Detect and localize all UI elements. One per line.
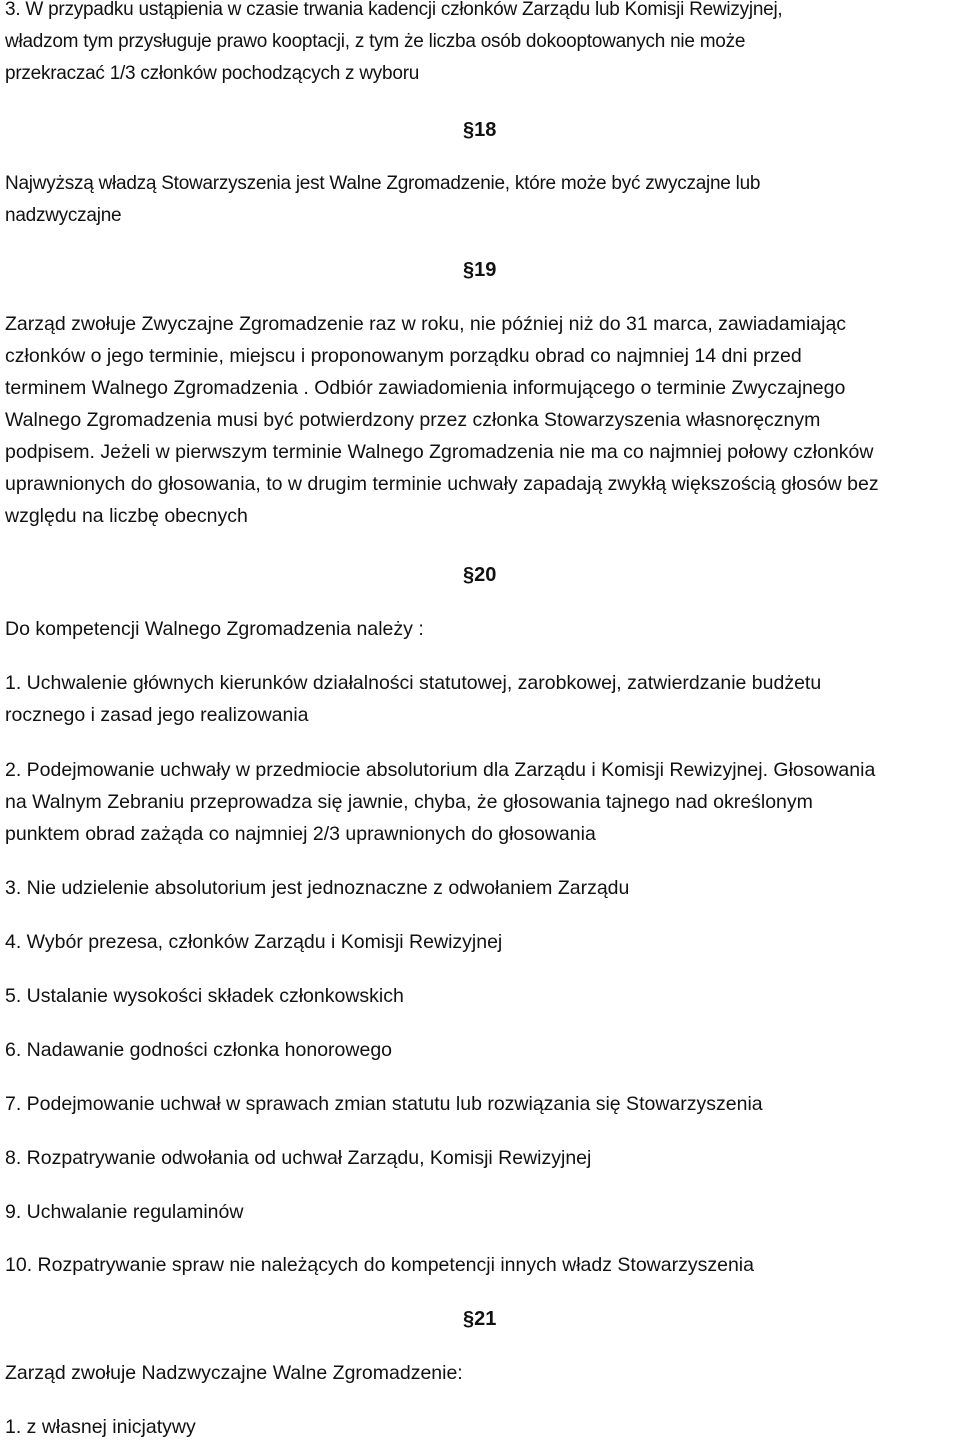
text-line: rocznego i zasad jego realizowania (5, 704, 309, 726)
text-line: na Walnym Zebraniu przeprowadza się jawnie, chyba, że głosowania tajnego nad określonym (5, 791, 813, 813)
list-item-9: 9. Uchwalanie regulaminów (5, 1201, 244, 1223)
section-19-heading: §19 (463, 259, 497, 281)
section-18-text (5, 168, 960, 232)
list-item-10: 10. Rozpatrywanie spraw nie należących do kompetencji innych władz Stowarzyszenia (5, 1254, 754, 1276)
text-line: Najwyższą władzą Stowarzyszenia jest Walne Zgromadzenie, które może być zwyczajne lub (5, 173, 761, 194)
section-20-heading: §20 (463, 564, 497, 586)
text-line: Walnego Zgromadzenia musi być potwierdzony przez członka Stowarzyszenia własnoręcznym (5, 409, 821, 431)
section-21-heading: §21 (463, 1308, 497, 1330)
paragraph-17-3 (5, 0, 960, 90)
text-line: 1. Uchwalenie głównych kierunków działalności statutowej, zarobkowej, zatwierdzanie budżetu (5, 672, 822, 694)
text-line: punktem obrad zażąda co najmniej 2/3 uprawnionych do głosowania (5, 823, 596, 845)
section-21-intro: Zarząd zwołuje Nadzwyczajne Walne Zgromadzenie: (5, 1362, 463, 1384)
list-item-8: 8. Rozpatrywanie odwołania od uchwał Zarządu, Komisji Rewizyjnej (5, 1147, 592, 1169)
list-item-5: 5. Ustalanie wysokości składek członkowskich (5, 985, 404, 1007)
list-item-6: 6. Nadawanie godności członka honorowego (5, 1039, 393, 1061)
text-line: względu na liczbę obecnych (5, 505, 248, 527)
section-18-heading: §18 (463, 119, 497, 141)
list-item-1 (5, 667, 960, 731)
text-line: terminem Walnego Zgromadzenia . Odbiór zawiadomienia informującego o terminie Zwyczajnego (5, 377, 846, 399)
text-line: Zarząd zwołuje Zwyczajne Zgromadzenie raz w roku, nie później niż do 31 marca, zawiadamiając (5, 313, 847, 335)
section-20-intro: Do kompetencji Walnego Zgromadzenia należy : (5, 618, 424, 640)
text-line: władzom tym przysługuje prawo kooptacji, z tym że liczba osób dokooptowanych nie może (5, 31, 746, 52)
section-21-item-1: 1. z własnej inicjatywy (5, 1416, 196, 1438)
text-line: przekraczać 1/3 członków pochodzących z wyboru (5, 63, 420, 84)
list-item-3: 3. Nie udzielenie absolutorium jest jednoznaczne z odwołaniem Zarządu (5, 877, 630, 899)
text-line: podpisem. Jeżeli w pierwszym terminie Walnego Zgromadzenia nie ma co najmniej połowy członków (5, 441, 874, 463)
list-item-4: 4. Wybór prezesa, członków Zarządu i Komisji Rewizyjnej (5, 931, 503, 953)
list-item-7: 7. Podejmowanie uchwał w sprawach zmian statutu lub rozwiązania się Stowarzyszenia (5, 1093, 763, 1115)
list-item-2 (5, 754, 960, 850)
section-19-text (5, 308, 960, 532)
text-line: nadzwyczajne (5, 205, 122, 226)
text-line: 3. W przypadku ustąpienia w czasie trwania kadencji członków Zarządu lub Komisji Rewizyjnej, (5, 0, 783, 20)
text-line: 2. Podejmowanie uchwały w przedmiocie absolutorium dla Zarządu i Komisji Rewizyjnej. Głosowania (5, 759, 876, 781)
text-line: członków o jego terminie, miejscu i proponowanym porządku obrad co najmniej 14 dni przed (5, 345, 802, 367)
text-line: uprawnionych do głosowania, to w drugim terminie uchwały zapadają zwykłą większością głosów bez (5, 473, 879, 495)
